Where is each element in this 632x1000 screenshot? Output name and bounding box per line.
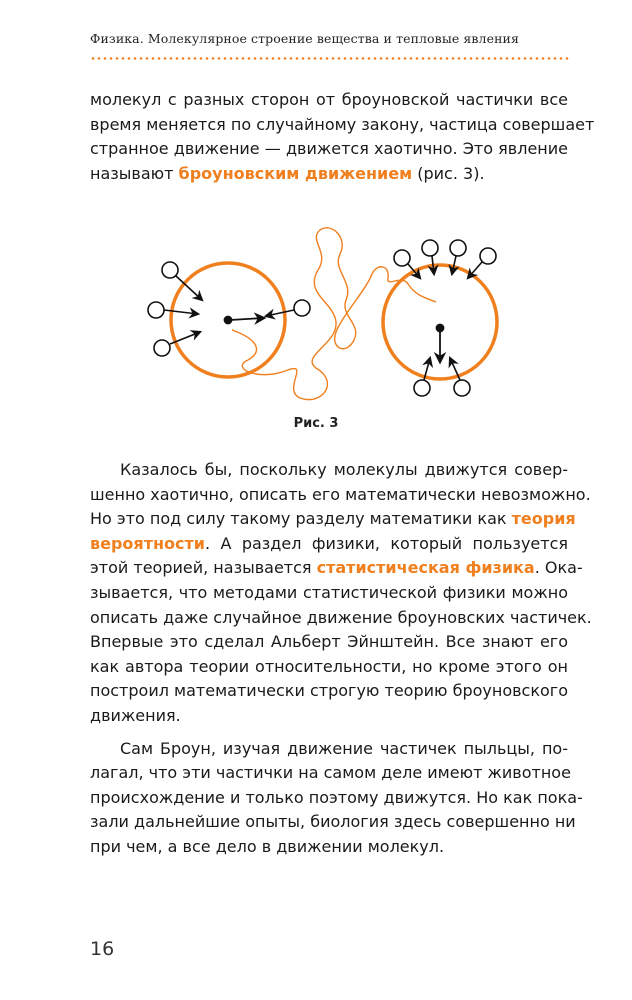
molecule bbox=[480, 248, 496, 264]
molecule bbox=[394, 250, 410, 266]
text-line: движения. bbox=[90, 705, 181, 725]
page-number: 16 bbox=[90, 938, 115, 960]
text-line: Впервые это сделал Альберт Эйнштейн. Все знают его bbox=[90, 632, 568, 652]
text-line: зывается, что методами статистической физики можно bbox=[90, 582, 568, 602]
text-line: молекул с разных сторон от броуновской частички все bbox=[90, 90, 568, 109]
molecule bbox=[422, 240, 438, 256]
body-text bbox=[90, 458, 592, 860]
text-line: построил математически строгую теорию броуновского bbox=[90, 681, 568, 701]
figure-caption: Рис. 3 bbox=[293, 416, 339, 431]
right-molecules bbox=[394, 240, 496, 396]
text-line bbox=[90, 507, 576, 532]
text-line: как автора теории относительности, но кроме этого он bbox=[90, 656, 568, 676]
term-probability-theory: теория bbox=[511, 509, 576, 529]
term-statistical-physics: статистическая физика bbox=[316, 558, 535, 578]
text-line: зали дальнейшие опыты, биология здесь совершенно ни bbox=[90, 812, 576, 832]
text-line: происхождение и только поэтому движутся. Но как пока- bbox=[90, 787, 583, 807]
text-line: время меняется по случайному закону, частица совершает bbox=[90, 114, 595, 134]
text-line: Сам Броун, изучая движение частичек пыльцы, по- bbox=[120, 738, 568, 758]
molecule bbox=[294, 300, 310, 316]
text-line: Казалось бы, поскольку молекулы движутся совер- bbox=[120, 460, 568, 479]
text-line: при чем, а все дело в движении молекул. bbox=[90, 836, 445, 856]
text-fragment: (рис. 3). bbox=[412, 163, 485, 183]
text-fragment: этой теорией, называется bbox=[90, 558, 317, 578]
molecule bbox=[450, 240, 466, 256]
right-particle-center bbox=[437, 325, 444, 363]
molecule bbox=[414, 380, 430, 396]
running-header: Физика. Молекулярное строение вещества и тепловые явления bbox=[90, 31, 519, 46]
text-line: лагал, что эти частички на самом деле имеют животное bbox=[90, 763, 571, 783]
text-fragment: Но это под силу такому разделу математики как bbox=[90, 509, 512, 529]
paragraph bbox=[90, 737, 583, 860]
brownian-motion-figure bbox=[140, 212, 520, 412]
molecule bbox=[162, 262, 178, 278]
term-probability-theory-cont: вероятности bbox=[90, 533, 205, 553]
molecule bbox=[454, 380, 470, 396]
molecule bbox=[154, 340, 170, 356]
header-dotted-divider bbox=[90, 57, 570, 60]
molecule bbox=[148, 302, 164, 318]
text-line bbox=[90, 532, 568, 557]
text-line: странное движение — движется хаотично. Это явление bbox=[90, 139, 568, 159]
term-brownian-motion: броуновским движением bbox=[178, 163, 413, 183]
paragraph-continuation bbox=[90, 88, 595, 186]
paragraph bbox=[90, 458, 592, 729]
text-line: описать даже случайное движение броуновских частичек. bbox=[90, 607, 592, 627]
text-line bbox=[90, 162, 568, 187]
left-particle-center bbox=[225, 317, 265, 324]
text-line: шенно хаотично, описать его математически невозможно. bbox=[90, 484, 591, 504]
text-fragment: . Ока- bbox=[534, 558, 583, 578]
text-fragment: называют bbox=[90, 163, 179, 183]
text-line bbox=[90, 556, 583, 581]
text-fragment: . А раздел физики, который пользуется bbox=[204, 533, 568, 553]
